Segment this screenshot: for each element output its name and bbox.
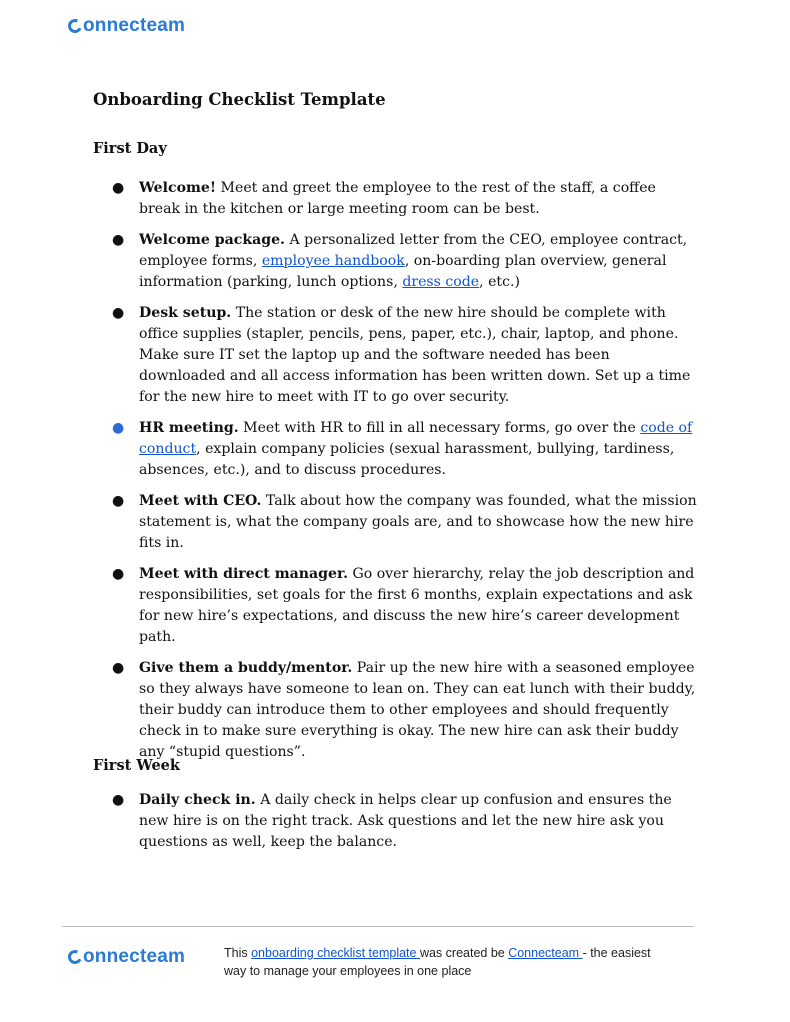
section-heading-first-week: First Week <box>93 757 180 774</box>
list-item <box>112 303 697 408</box>
first-day-list <box>112 178 697 763</box>
logo-text: onnecteam <box>83 946 186 967</box>
bullet-icon: ● <box>112 305 125 321</box>
item-text: Talk about how the company was founded, what the mission statement is, what the company goals are, and to showcase how the new hire fits in. <box>139 493 697 551</box>
bullet-icon: ● <box>112 660 125 676</box>
item-title: Meet with CEO. <box>139 493 262 509</box>
item-text: , explain company policies (sexual harassment, bullying, tardiness, absences, etc.), and to discuss procedures. <box>139 441 675 478</box>
dress-code-link[interactable]: dress code <box>402 274 480 290</box>
list-item <box>112 564 697 648</box>
bullet-icon: ● <box>112 566 125 582</box>
item-text: , etc.) <box>479 274 520 290</box>
item-title: Welcome package. <box>139 232 285 248</box>
item-title: HR meeting. <box>139 420 239 436</box>
onboarding-template-link[interactable]: onboarding checklist template <box>251 946 420 960</box>
employee-handbook-link[interactable]: employee handbook <box>261 253 405 269</box>
bullet-icon: ● <box>112 180 125 196</box>
item-text: A daily check in helps clear up confusion and ensures the new hire is on the right track. Ask questions and let the new hire ask you questions as well, keep the balance. <box>139 792 672 850</box>
item-text: Meet with HR to fill in all necessary forms, go over the <box>238 420 641 436</box>
item-text: Meet and greet the employee to the rest of the staff, a coffee break in the kitchen or large meeting room can be best. <box>139 180 656 217</box>
list-item <box>112 418 697 481</box>
bullet-icon: ● <box>112 493 125 509</box>
footer-divider <box>62 926 694 927</box>
item-title: Meet with direct manager. <box>139 566 348 582</box>
footer-prefix: This <box>224 946 252 960</box>
connecteam-link[interactable]: Connecteam <box>508 946 583 960</box>
item-text: The station or desk of the new hire should be complete with office supplies (stapler, pencils, pens, paper, etc.), chair, laptop, and phone. Make sure IT set the laptop up and the software needed has been downloaded and all access information has been written down. Set up a time for the new hire to meet with IT to go over security. <box>139 305 691 405</box>
list-item <box>112 790 697 853</box>
list-item <box>112 230 697 293</box>
logo-text: onnecteam <box>83 15 186 36</box>
item-title: Welcome! <box>139 180 217 196</box>
bullet-icon: ● <box>112 792 125 808</box>
bullet-icon: ● <box>112 420 125 436</box>
connecteam-c-icon <box>66 17 84 35</box>
item-text: Pair up the new hire with a seasoned employee so they always have someone to lean on. They can eat lunch with their buddy, their buddy can introduce them to other employees and should frequently check in to make sure everything is okay. The new hire can ask their buddy any “stupid questions”. <box>139 660 696 760</box>
footer-suffix: - the easiest way to manage your employees in one place <box>224 946 651 978</box>
bullet-icon: ● <box>112 232 125 248</box>
list-item <box>112 658 697 763</box>
page-title: Onboarding Checklist Template <box>93 90 386 109</box>
item-text: A personalized letter from the CEO, employee contract, employee forms, <box>139 232 688 269</box>
item-title: Give them a buddy/mentor. <box>139 660 353 676</box>
item-title: Desk setup. <box>139 305 232 321</box>
footer-note <box>224 944 664 980</box>
item-text: Go over hierarchy, relay the job description and responsibilities, set goals for the first 6 months, explain expectations and ask for new hire’s expectations, and discuss the new hire’s career development path. <box>139 566 695 645</box>
code-of-conduct-link[interactable]: code of conduct <box>139 420 693 457</box>
item-text: , on-boarding plan overview, general information (parking, lunch options, <box>139 253 667 290</box>
item-title: Daily check in. <box>139 792 256 808</box>
section-heading-first-day: First Day <box>93 140 167 157</box>
connecteam-c-icon <box>66 948 84 966</box>
connecteam-logo-footer <box>68 946 185 968</box>
list-item <box>112 491 697 554</box>
list-item <box>112 178 697 220</box>
connecteam-logo-header <box>68 15 185 37</box>
footer-middle: was created be <box>419 946 509 960</box>
first-week-list <box>112 790 697 853</box>
